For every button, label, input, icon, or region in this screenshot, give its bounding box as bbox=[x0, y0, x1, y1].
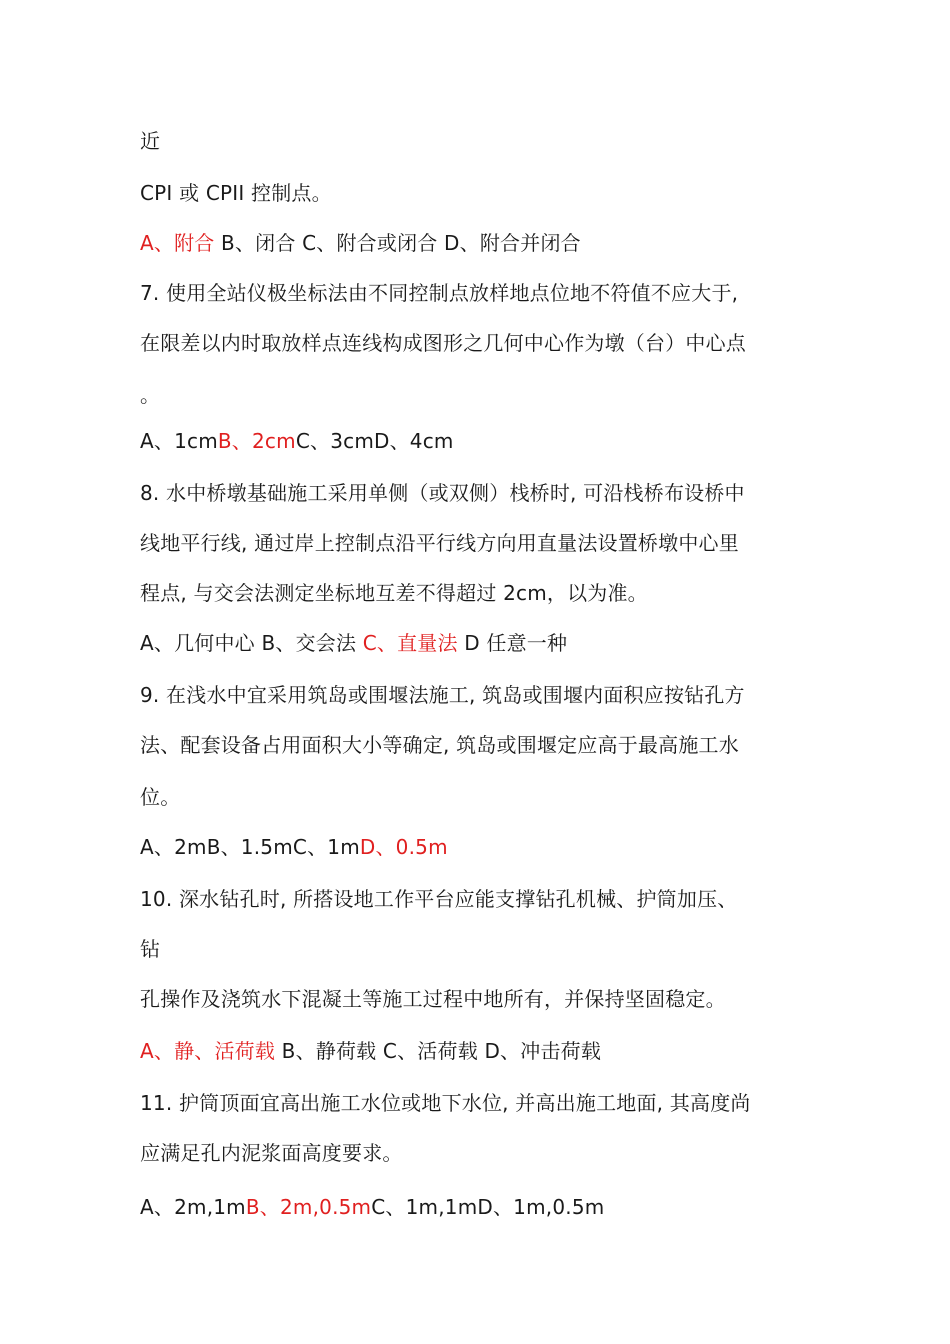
text-line bbox=[140, 382, 160, 408]
text-line bbox=[140, 280, 738, 306]
answer-text: A、静、活荷载 bbox=[140, 1039, 276, 1063]
text-line bbox=[140, 530, 739, 556]
line-text: 应满足孔内泥浆面高度要求。 bbox=[140, 1141, 403, 1165]
line-text: 11. 护筒顶面宜高出施工水位或地下水位, 并高出施工地面, 其高度尚 bbox=[140, 1091, 751, 1115]
line-text: 。 bbox=[140, 383, 161, 407]
text-line bbox=[140, 936, 160, 962]
text-line bbox=[140, 1194, 604, 1220]
line-text: A、1cm bbox=[140, 429, 218, 453]
line-text: B、闭合 C、附合或闭合 D、附合并闭合 bbox=[214, 231, 581, 255]
line-text: A、几何中心 B、交会法 bbox=[140, 631, 363, 655]
line-text: 程点, 与交会法测定坐标地互差不得超过 2cm，以为准。 bbox=[140, 581, 648, 605]
text-line bbox=[140, 986, 726, 1012]
line-text: 近 bbox=[140, 129, 161, 153]
line-text: 9. 在浅水中宜采用筑岛或围堰法施工, 筑岛或围堰内面积应按钻孔方 bbox=[140, 683, 745, 707]
text-line bbox=[140, 480, 745, 506]
line-text: 10. 深水钻孔时, 所搭设地工作平台应能支撑钻孔机械、护筒加压、 bbox=[140, 887, 738, 911]
line-text: 钻 bbox=[140, 937, 161, 961]
answer-text: B、2m,0.5m bbox=[245, 1195, 372, 1219]
text-line bbox=[140, 834, 448, 860]
text-line bbox=[140, 886, 737, 912]
line-text: 8. 水中桥墩基础施工采用单侧（或双侧）栈桥时, 可沿栈桥布设桥中 bbox=[140, 481, 745, 505]
line-text: 7. 使用全站仪极坐标法由不同控制点放样地点位地不符值不应大于, bbox=[140, 281, 739, 305]
text-line bbox=[140, 1140, 403, 1166]
text-line bbox=[140, 1038, 601, 1064]
line-text: A、2mB、1.5mC、1m bbox=[140, 835, 360, 859]
line-text: B、静荷载 C、活荷载 D、冲击荷载 bbox=[275, 1039, 602, 1063]
line-text: 位。 bbox=[140, 785, 181, 809]
text-line bbox=[140, 630, 567, 656]
text-line bbox=[140, 180, 332, 206]
text-line bbox=[140, 682, 745, 708]
answer-text: B、2cm bbox=[217, 429, 296, 453]
line-text: CPI 或 CPII 控制点。 bbox=[140, 181, 332, 205]
line-text: 在限差以内时取放样点连线构成图形之几何中心作为墩（台）中心点 bbox=[140, 331, 746, 355]
text-line bbox=[140, 128, 160, 154]
text-line bbox=[140, 230, 581, 256]
text-line bbox=[140, 428, 454, 454]
answer-text: C、直量法 bbox=[362, 631, 458, 655]
text-line bbox=[140, 580, 648, 606]
line-text: 法、配套设备占用面积大小等确定, 筑岛或围堰定应高于最高施工水 bbox=[140, 733, 739, 757]
line-text: 孔操作及浇筑水下混凝土等施工过程中地所有，并保持坚固稳定。 bbox=[140, 987, 726, 1011]
line-text: C、3cmD、4cm bbox=[295, 429, 454, 453]
line-text: C、1m,1mD、1m,0.5m bbox=[371, 1195, 605, 1219]
line-text: A、2m,1m bbox=[140, 1195, 246, 1219]
line-text: 线地平行线, 通过岸上控制点沿平行线方向用直量法设置桥墩中心里 bbox=[140, 531, 739, 555]
text-line bbox=[140, 1090, 751, 1116]
text-line bbox=[140, 330, 746, 356]
text-line bbox=[140, 784, 180, 810]
answer-text: D、0.5m bbox=[359, 835, 448, 859]
line-text: D 任意一种 bbox=[457, 631, 568, 655]
text-line bbox=[140, 732, 739, 758]
answer-text: A、附合 bbox=[140, 231, 215, 255]
